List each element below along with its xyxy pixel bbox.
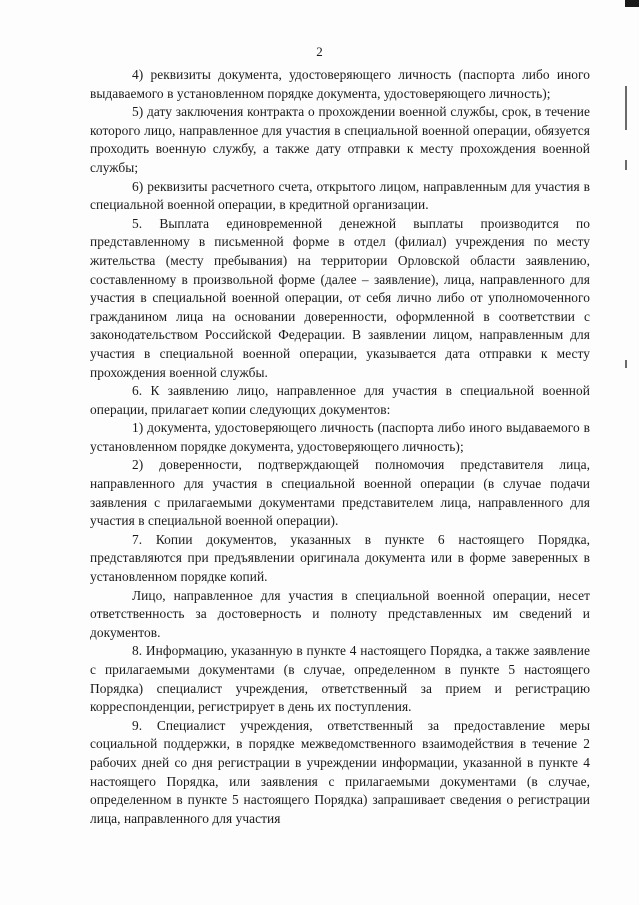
paragraph-clause-6: 6. К заявлению лицо, направленное для участия в специальной военной операции, прилагает копии следующих документов:: [90, 383, 590, 417]
page-number: 2: [316, 44, 323, 59]
scan-edge-mark: [625, 160, 627, 170]
document-body: [90, 66, 590, 828]
paragraph-item-5-contract-date: 5) дату заключения контракта о прохождении военной службы, срок, в течение которого лицо, направленное для участия в специальной военной операции, обязуется проходить военную службу, а также дату отправки к месту прохождения военной службы;: [90, 104, 590, 175]
paragraph-clause-7: 7. Копии документов, указанных в пункте 6 настоящего Порядка, представляются при предъявлении оригинала документа или в форме заверенных в установленном порядке копий.: [90, 531, 590, 585]
paragraph-clause-9: 9. Специалист учреждения, ответственный за предоставление меры социальной поддержки, в порядке межведомственного взаимодействия в течение 2 рабочих дней со дня регистрации в учреждении информации, указанной в пункте 4 настоящего Порядка, или заявления с прилагаемыми документами (в случае, определенном в пункте 5 настоящего Порядка) запрашивает сведения о регистрации лица, направленного для участия: [90, 717, 590, 826]
paragraph-doc-1-identity: 1) документа, удостоверяющего личность (паспорта либо иного выдаваемого в установленном порядке документа, удостоверяющего личность);: [90, 420, 590, 454]
paragraph-item-6-bank-account: 6) реквизиты расчетного счета, открытого лицом, направленным для участия в специальной военной операции, в кредитной организации.: [90, 178, 590, 213]
scan-corner-mark: [625, 0, 639, 7]
paragraph-responsibility: Лицо, направленное для участия в специальной военной операции, несет ответственность за достоверность и полноту представленных им сведений и документов.: [90, 587, 590, 640]
paragraph-clause-5: 5. Выплата единовременной денежной выплаты производится по представленному в письменной форме в отдел (филиал) учреждения по месту жительства (месту пребывания) на территории Орловской области заявлению, составленному в произвольной форме (далее – заявление), лица, направленного для участия в специальной военной операции, от себя лично либо от уполномоченного гражданином лица на основании доверенности, оформленной в соответствии с законодательством Российской Федерации. В заявлении лицом, направленным для участия в специальной военной операции, указывается дата отправки к месту прохождения военной службы.: [90, 215, 590, 380]
paragraph-doc-2-power-of-attorney: 2) доверенности, подтверждающей полномочия представителя лица, направленного для участия в специальной военной операции (в случае подачи заявления с прилагаемыми документами представителем лица, направленного для участия в специальной военной операции).: [90, 457, 590, 529]
paragraph-clause-8: 8. Информацию, указанную в пункте 4 настоящего Порядка, а также заявление с прилагаемыми документами (в случае, определенном в пункте 5 настоящего Порядка) специалист учреждения, ответственный за прием и регистрацию корреспонденции, регистрирует в день их поступления.: [90, 643, 590, 715]
paragraph-item-4-passport: 4) реквизиты документа, удостоверяющего личность (паспорта либо иного выдаваемого в установленном порядке документа, удостоверяющего личность);: [90, 67, 590, 101]
scan-edge-mark: [625, 360, 627, 368]
scan-edge-mark: [625, 86, 627, 130]
